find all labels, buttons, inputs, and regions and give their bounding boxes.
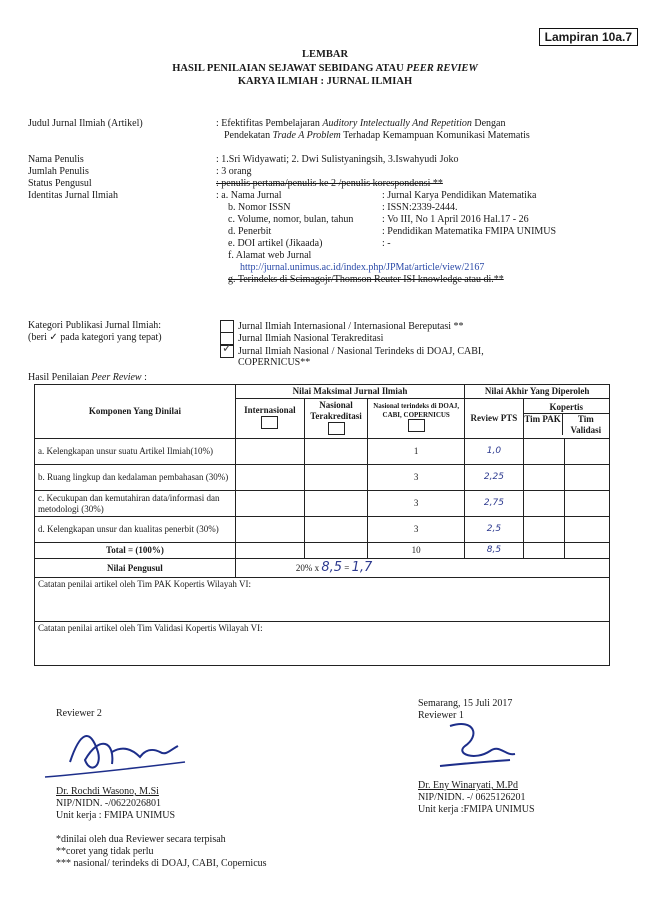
judul-value-line1: : Efektifitas Pembelajaran Auditory Intelectually And Repetition Dengan xyxy=(216,118,506,129)
kategori-block xyxy=(28,320,628,369)
internasional-box[interactable] xyxy=(261,416,278,429)
th-tim-validasi: Tim Validasi xyxy=(570,413,602,435)
total-score: 8,5 xyxy=(465,543,523,559)
identitas-val-a: : Jurnal Karya Pendidikan Matematika xyxy=(382,190,537,201)
jurnal-url-link[interactable]: http://jurnal.unimus.ac.id/index.php/JPMat/article/view/2167 xyxy=(240,262,485,273)
reviewer2-details xyxy=(56,786,175,822)
table-row xyxy=(35,621,610,665)
reviewer1-name: Dr. Eny Winaryati, M.Pd xyxy=(418,780,518,791)
kategori-opt1: Jurnal Ilmiah Internasional / Internasional Bereputasi ** xyxy=(238,320,464,332)
identitas-item-g: g. Terindeks di Scimagojr/Thomson Reuter ISI knowledge atau di.** xyxy=(228,274,504,285)
th-tim-pak: Tim PAK xyxy=(524,414,563,436)
table-row xyxy=(35,543,610,559)
reviewer2-name: Dr. Rochdi Wasono, M.Si xyxy=(56,786,159,797)
status-value: : penulis pertama/penulis ke 2 /penulis korespondensi ** xyxy=(216,178,443,189)
footnote-1: *dinilai oleh dua Reviewer secara terpisah xyxy=(56,834,226,845)
reviewer2-signature xyxy=(40,722,190,784)
checkmark-icon: ✓ xyxy=(222,341,233,355)
kategori-opt3a: Jurnal Ilmiah Nasional / Nasional Terindeks di DOAJ, CABI, xyxy=(238,345,484,357)
th-review: Review PTS xyxy=(465,399,523,439)
th-komponen: Komponen Yang Dinilai xyxy=(35,385,236,439)
row-b-label: b. Ruang lingkup dan kedalaman pembahasan (30%) xyxy=(35,465,236,491)
judul-label: Judul Jurnal Ilmiah (Artikel) xyxy=(28,118,143,129)
identitas-val-c: : Vo III, No 1 April 2016 Hal.17 - 26 xyxy=(382,214,529,225)
identitas-item-a: : a. Nama Jurnal xyxy=(216,190,282,201)
reviewer1-details xyxy=(418,780,535,816)
table-row xyxy=(35,439,610,465)
kategori-label2: (beri ✓ pada kategori yang tepat) xyxy=(28,332,162,343)
row-d-label: d. Kelengkapan unsur dan kualitas penerbit (30%) xyxy=(35,517,236,543)
judul-row xyxy=(28,118,628,142)
row-a-label: a. Kelengkapan unsur suatu Artikel Ilmiah(10%) xyxy=(35,439,236,465)
header-line3: KARYA ILMIAH : JURNAL ILMIAH xyxy=(237,76,413,88)
th-internasional: Internasional xyxy=(235,399,304,439)
th-kopertis: Kopertis xyxy=(524,402,609,414)
pengusul-formula: 20% x 8,5 = 1,7 xyxy=(235,559,609,578)
identitas-item-b: b. Nomor ISSN xyxy=(228,202,291,213)
row-a-score: 1,0 xyxy=(465,439,523,465)
reviewer1-signature xyxy=(420,716,540,780)
identitas-item-e: e. DOI artikel (Jikaada) xyxy=(228,238,323,249)
reviewer2-title: Reviewer 2 xyxy=(56,708,102,719)
footnote-3: *** nasional/ terindeks di DOAJ, CABI, Copernicus xyxy=(56,858,267,869)
th-nilai-akhir: Nilai Akhir Yang Diperoleh xyxy=(465,385,610,399)
th-terindeks: Nasional terindeks di DOAJ, CABI, COPERNICUS xyxy=(368,399,465,439)
reviewer1-nip: NIP/NIDN. -/ 0625126201 xyxy=(418,792,526,803)
row-d-max: 3 xyxy=(368,517,465,543)
footnotes xyxy=(56,834,267,870)
row-c-label: c. Kecukupan dan kemutahiran data/informasi dan metodologi (30%) xyxy=(35,491,236,517)
kategori-opt2: Jurnal Ilmiah Nasional Terakreditasi xyxy=(238,332,384,344)
identitas-item-f: f. Alamat web Jurnal xyxy=(228,250,312,261)
th-nilai-max: Nilai Maksimal Jurnal Ilmiah xyxy=(235,385,464,399)
penulis-value: : 1.Sri Widyawati; 2. Dwi Sulistyaningsih, 3.Iswahyudi Joko xyxy=(216,154,459,165)
table-row xyxy=(35,465,610,491)
jumlah-value: : 3 orang xyxy=(216,166,252,177)
total-label: Total = (100%) xyxy=(35,543,236,559)
identitas-val-b: : ISSN:2339-2444. xyxy=(382,202,458,213)
nasional-box[interactable] xyxy=(328,422,345,435)
table-row xyxy=(35,559,610,578)
row-b-max: 3 xyxy=(368,465,465,491)
row-d-score: 2,5 xyxy=(465,517,523,543)
reviewer1-title: Reviewer 1 xyxy=(418,710,464,721)
terindeks-box[interactable] xyxy=(408,419,425,432)
judul-value-line2: Pendekatan Trade A Problem Terhadap Kemampuan Komunikasi Matematis xyxy=(224,130,530,141)
reviewer1-date: Semarang, 15 Juli 2017 xyxy=(418,698,513,709)
catatan-pak: Catatan penilai artikel oleh Tim PAK Kopertis Wilayah VI: xyxy=(35,577,610,621)
footnote-2: **coret yang tidak perlu xyxy=(56,846,154,857)
hasil-label: Hasil Penilaian Peer Review : xyxy=(28,372,147,383)
document-header xyxy=(0,49,650,90)
identitas-item-c: c. Volume, nomor, bulan, tahun xyxy=(228,214,354,225)
jumlah-label: Jumlah Penulis xyxy=(28,166,89,177)
score-table xyxy=(34,384,610,666)
penulis-label: Nama Penulis xyxy=(28,154,84,165)
identitas-val-e: : - xyxy=(382,238,391,249)
row-c-max: 3 xyxy=(368,491,465,517)
table-row xyxy=(35,491,610,517)
pengusul-label: Nilai Pengusul xyxy=(35,559,236,578)
total-max: 10 xyxy=(368,543,465,559)
reviewer1-unit: Unit kerja :FMIPA UNIMUS xyxy=(418,804,535,815)
table-row xyxy=(35,577,610,621)
identitas-item-d: d. Penerbit xyxy=(228,226,272,237)
reviewer2-unit: Unit kerja : FMIPA UNIMUS xyxy=(56,810,176,821)
meta-block xyxy=(28,154,628,286)
reviewer2-block xyxy=(56,708,102,720)
identitas-val-d: : Pendidikan Matematika FMIPA UNIMUS xyxy=(382,226,557,237)
lampiran-label: Lampiran 10a.7 xyxy=(539,28,638,46)
row-c-score: 2,75 xyxy=(465,491,523,517)
row-a-max: 1 xyxy=(368,439,465,465)
catatan-validasi: Catatan penilai artikel oleh Tim Validasi Kopertis Wilayah VI: xyxy=(35,621,610,665)
kategori-label1: Kategori Publikasi Jurnal Ilmiah: xyxy=(28,320,162,331)
kategori-opt3b: COPERNICUS** xyxy=(238,357,311,368)
header-line2: HASIL PENILAIAN SEJAWAT SEBIDANG ATAU PEER REVIEW xyxy=(172,62,478,74)
reviewer2-nip: NIP/NIDN. -/0622026801 xyxy=(56,798,161,809)
identitas-label: Identitas Jurnal Ilmiah xyxy=(28,190,118,201)
header-line1: LEMBAR xyxy=(301,49,349,60)
status-label: Status Pengusul xyxy=(28,178,92,189)
table-row xyxy=(35,517,610,543)
th-nasional: Nasional Terakreditasi xyxy=(304,399,367,439)
row-b-score: 2,25 xyxy=(465,465,523,491)
